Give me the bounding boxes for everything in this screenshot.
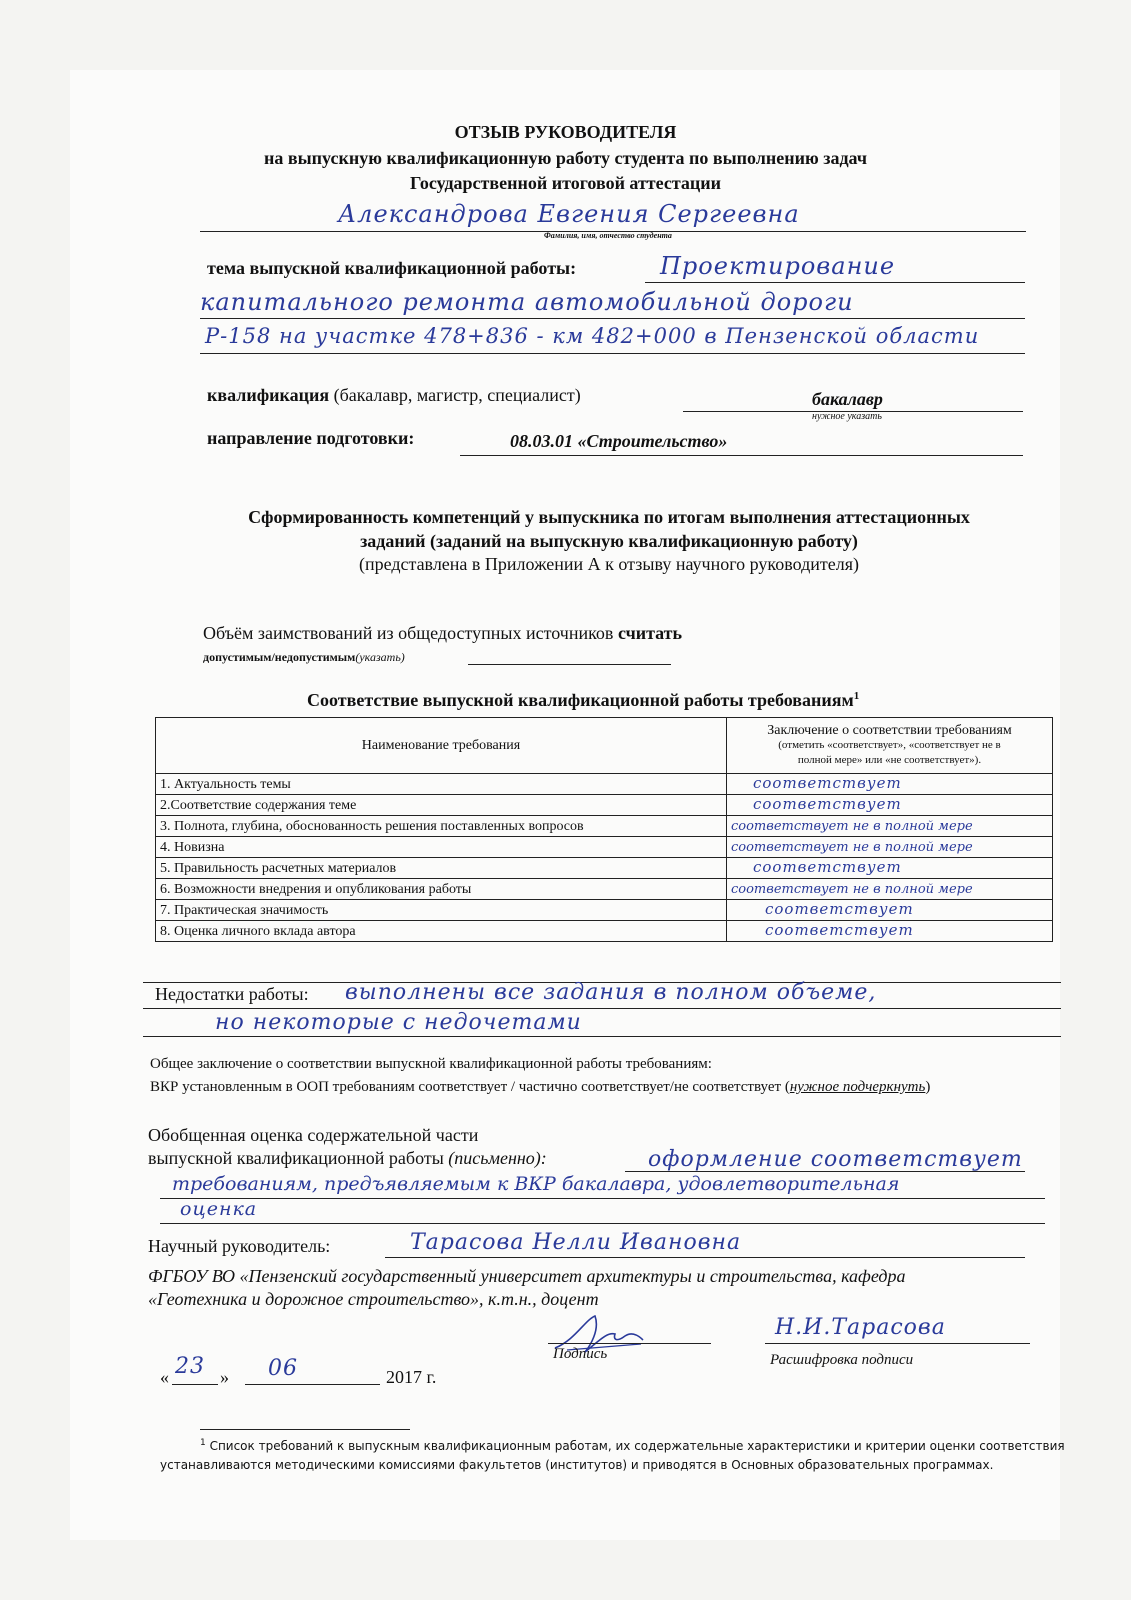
- table-row: [156, 774, 1053, 795]
- competence-title-2: заданий (заданий на выпускную квалификационную работу): [360, 531, 858, 551]
- summary-label-1: Обобщенная оценка содержательной части: [148, 1125, 479, 1145]
- requirement-name: 4. Новизна: [156, 837, 727, 858]
- topic-line-2: капитального ремонта автомобильной дороги: [200, 288, 854, 316]
- date-month: 06: [268, 1356, 298, 1381]
- summary-line-1: [625, 1171, 1025, 1172]
- conclusion-line-1: Общее заключение о соответствии выпускной квалификационной работы требованиям:: [150, 1056, 712, 1072]
- date-quote-open: «: [160, 1367, 169, 1387]
- requirement-name: 6. Возможности внедрения и опубликования работы: [156, 879, 727, 900]
- date-month-line: [245, 1384, 380, 1385]
- document-subtitle-2: Государственной итоговой аттестации: [409, 173, 722, 193]
- qualification-caption: нужное указать: [812, 411, 882, 422]
- signature-decode: Н.И.Тарасова: [775, 1315, 946, 1340]
- signature-caption: Подпись: [553, 1346, 608, 1362]
- competence-note: (представлена в Приложении А к отзыву научного руководителя): [358, 554, 860, 574]
- table-header-verdict: Заключение о соответствии требованиям (отметить «соответствует», «соответствует не в полной мере» или «не соответствует»).: [727, 718, 1053, 774]
- requirement-verdict: соответствует: [727, 795, 1053, 816]
- topic-underline-3: [200, 353, 1025, 354]
- table-row: [156, 900, 1053, 921]
- requirement-name: 7. Практическая значимость: [156, 900, 727, 921]
- table-row: [156, 816, 1053, 837]
- borrow-line-2: допустимым/недопустимым(указать): [203, 650, 405, 664]
- table-row: [156, 858, 1053, 879]
- table-row: [156, 921, 1053, 942]
- date-year: 2017 г.: [386, 1367, 437, 1387]
- table-header-row: [156, 718, 1053, 774]
- direction-label: направление подготовки:: [207, 428, 415, 448]
- footnote-separator: [200, 1429, 410, 1430]
- requirement-name: 8. Оценка личного вклада автора: [156, 921, 727, 942]
- requirement-name: 3. Полнота, глубина, обоснованность решения поставленных вопросов: [156, 816, 727, 837]
- summary-line-2: [160, 1198, 1045, 1199]
- competence-title-1: Сформированность компетенций у выпускника по итогам выполнения аттестационных: [248, 507, 970, 527]
- supervisor-line: [385, 1257, 1025, 1258]
- footnote-line-2: устанавливаются методическими комиссиями факультетов (институтов) и приводятся в Основных образовательных программах.: [160, 1458, 994, 1472]
- date-quote-close: »: [220, 1367, 229, 1387]
- topic-underline-2: [200, 318, 1025, 319]
- borrow-text: Объём заимствований из общедоступных источников считать: [203, 623, 683, 643]
- supervisor-name: Тарасова Нелли Ивановна: [410, 1230, 742, 1255]
- table-title: Соответствие выпускной квалификационной работы требованиям$^1$: [307, 690, 860, 710]
- document-title: ОТЗЫВ РУКОВОДИТЕЛЯ: [454, 122, 677, 142]
- drawbacks-line-1-underline: [143, 1008, 1061, 1009]
- topic-underline-1: [645, 282, 1025, 283]
- drawbacks-line-2: но некоторые с недочетами: [215, 1010, 582, 1035]
- requirement-verdict: соответствует: [727, 858, 1053, 879]
- date-day: 23: [175, 1354, 205, 1379]
- supervisor-label: Научный руководитель:: [148, 1236, 331, 1256]
- requirement-verdict: соответствует не в полной мере: [727, 816, 1053, 837]
- signature-line: [548, 1343, 711, 1344]
- date-day-line: [172, 1384, 218, 1385]
- requirement-verdict: соответствует: [727, 900, 1053, 921]
- requirement-verdict: соответствует: [727, 921, 1053, 942]
- requirements-table: [155, 717, 1053, 942]
- borrow-answer-line: [468, 664, 671, 665]
- table-row: [156, 879, 1053, 900]
- requirement-verdict: соответствует не в полной мере: [727, 879, 1053, 900]
- qualification-label: квалификация (бакалавр, магистр, специалист): [207, 385, 581, 405]
- topic-line-3: Р-158 на участке 478+836 - км 482+000 в Пензенской области: [205, 324, 980, 348]
- topic-label: тема выпускной квалификационной работы:: [207, 258, 577, 278]
- requirement-name: 5. Правильность расчетных материалов: [156, 858, 727, 879]
- drawbacks-line-2-underline: [143, 1036, 1061, 1037]
- qualification-value: бакалавр: [812, 389, 883, 409]
- direction-line: [460, 455, 1023, 456]
- student-name: Александрова Евгения Сергеевна: [338, 200, 800, 228]
- document-subtitle-1: на выпускную квалификационную работу студента по выполнению задач: [264, 148, 867, 168]
- table-row: [156, 795, 1053, 816]
- summary-hand-2: требованиям, предъявляемым к ВКР бакалавра, удовлетворительная: [172, 1173, 900, 1195]
- direction-value: 08.03.01 «Строительство»: [510, 431, 728, 451]
- conclusion-line-2: ВКР установленным в ООП требованиям соответствует / частично соответствует/не соответствует (нужное подчеркнуть): [150, 1079, 931, 1095]
- table-row: [156, 837, 1053, 858]
- footnote-line-1: $^1$ Список требований к выпускным квалификационным работам, их содержательные характеристики и критерии оценки соответствия: [200, 1438, 1065, 1453]
- summary-line-3: [160, 1223, 1045, 1224]
- requirement-name: 1. Актуальность темы: [156, 774, 727, 795]
- summary-hand-1: оформление соответствует: [648, 1147, 1023, 1172]
- summary-label-2: выпускной квалификационной работы (письменно):: [148, 1148, 547, 1168]
- signature-decode-caption: Расшифровка подписи: [770, 1352, 914, 1368]
- table-header-name: Наименование требования: [156, 718, 727, 774]
- drawbacks-line-1: выполнены все задания в полном объеме,: [345, 980, 877, 1005]
- supervisor-org-2: «Геотехника и дорожное строительство», к.т.н., доцент: [148, 1289, 599, 1309]
- requirement-name: 2.Соответствие содержания теме: [156, 795, 727, 816]
- requirement-verdict: соответствует не в полной мере: [727, 837, 1053, 858]
- signature-decode-line: [765, 1343, 1030, 1344]
- student-name-caption: Фамилия, имя, отчество студента: [544, 231, 672, 240]
- drawbacks-label: Недостатки работы:: [155, 984, 309, 1004]
- requirement-verdict: соответствует: [727, 774, 1053, 795]
- supervisor-org-1: ФГБОУ ВО «Пензенский государственный университет архитектуры и строительства, кафедра: [148, 1266, 906, 1286]
- topic-line-1: Проектирование: [660, 252, 896, 280]
- summary-hand-3: оценка: [180, 1198, 258, 1220]
